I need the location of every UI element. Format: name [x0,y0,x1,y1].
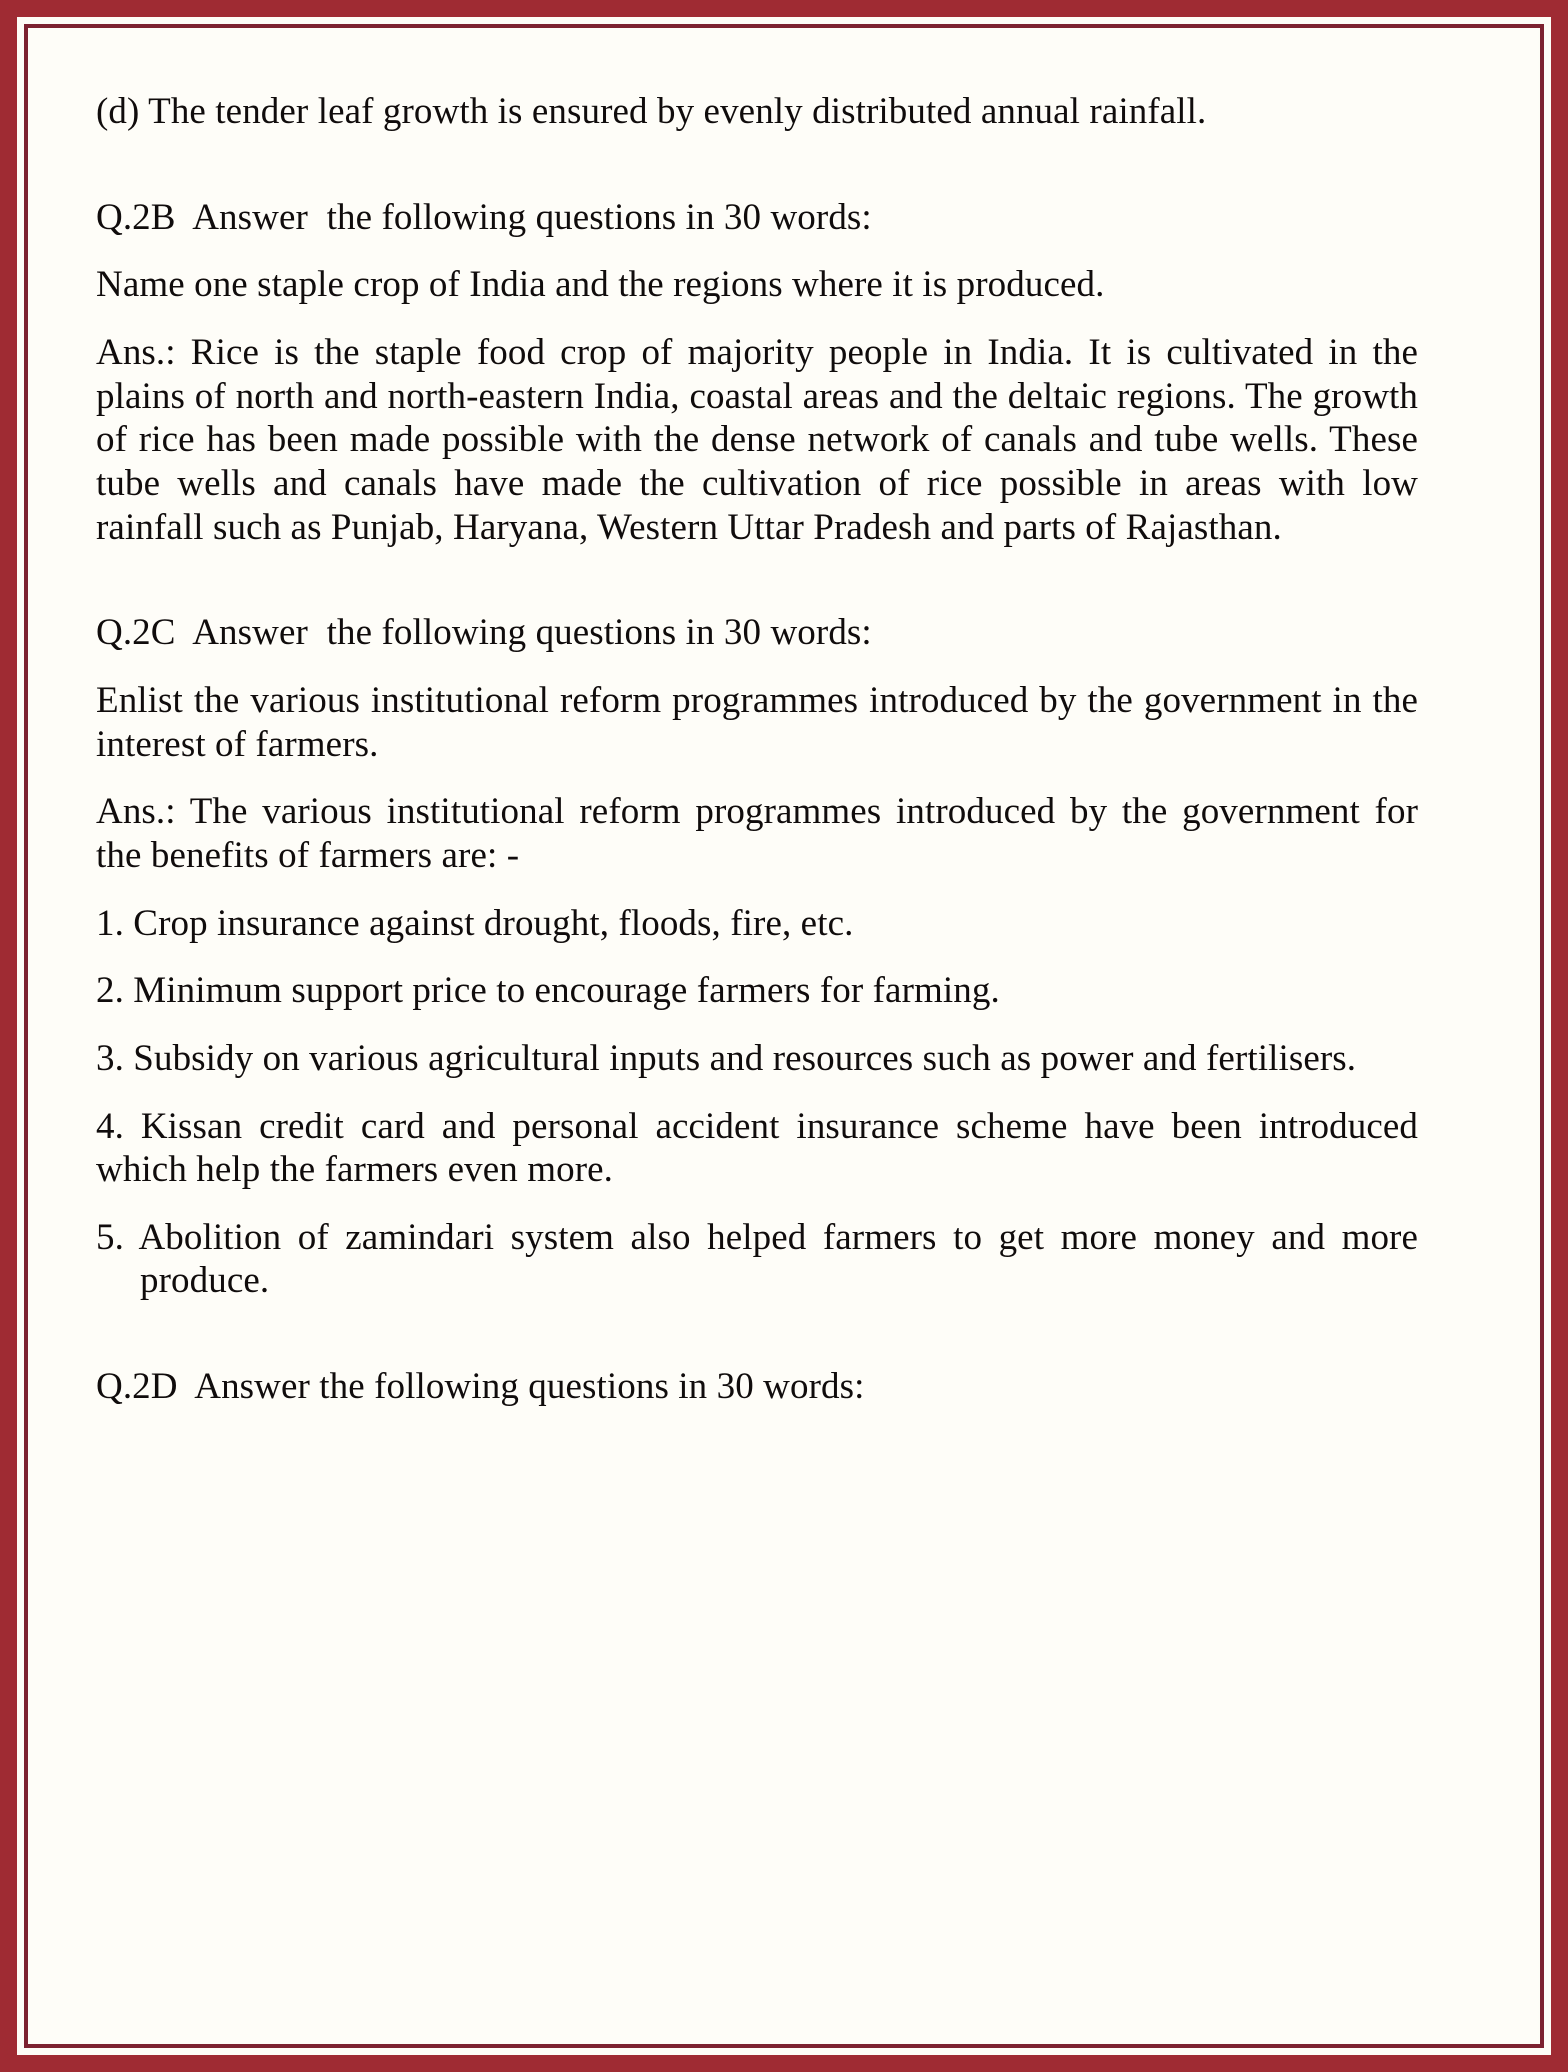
spacer [96,549,1418,611]
spacer [96,766,1418,790]
answer-intro-q2c: Ans.: The various institutional reform programmes introduced by the government for the benefits of farmers are: - [96,791,1418,876]
spacer [96,945,1418,969]
page-surface [30,30,1538,2042]
spacer [96,655,1418,679]
spacer [96,307,1418,331]
spacer [96,1013,1418,1037]
list-item: 1. Crop insurance against drought, floods, fire, etc. [96,902,854,944]
document-content [96,90,1418,1409]
list-item: 5. Abolition of zamindari system also helped farmers to get more money and more produce. [96,1216,1418,1302]
spacer [96,1192,1418,1216]
spacer [96,878,1418,902]
spacer [96,1303,1418,1365]
list-item: 3. Subsidy on various agricultural inputs and resources such as power and fertilisers. [96,1037,1357,1079]
question-text-q2b: Name one staple crop of India and the regions where it is produced. [96,264,1105,306]
spacer [96,239,1418,263]
question-heading-q2d: Q.2D Answer the following questions in 30 words: [96,1366,865,1408]
spacer [96,134,1418,196]
option-d-line: (d) The tender leaf growth is ensured by evenly distributed annual rainfall. [96,91,1207,132]
list-item: 4. Kissan credit card and personal accident insurance scheme have been introduced which help the farmers even more. [96,1105,1418,1191]
spacer [96,1081,1418,1105]
question-heading-q2c: Q.2C Answer the following questions in 30 words: [96,612,872,654]
answer-text-q2b: Ans.: Rice is the staple food crop of majority people in India. It is cultivated in the plains of north and north-eastern India, coastal areas and the deltaic regions. The growth of rice has been made possible with the dense network of canals and tube wells. These tube wells and canals have made the cultivation of rice possible in areas with low rainfall such as Punjab, Haryana, Western Uttar Pradesh and parts of Rajasthan. [96,331,1418,548]
question-heading-q2b: Q.2B Answer the following questions in 30 words: [96,196,872,238]
question-text-q2c: Enlist the various institutional reform programmes introduced by the government in the interest of farmers. [96,679,1418,765]
list-item: 2. Minimum support price to encourage farmers for farming. [96,970,1000,1012]
